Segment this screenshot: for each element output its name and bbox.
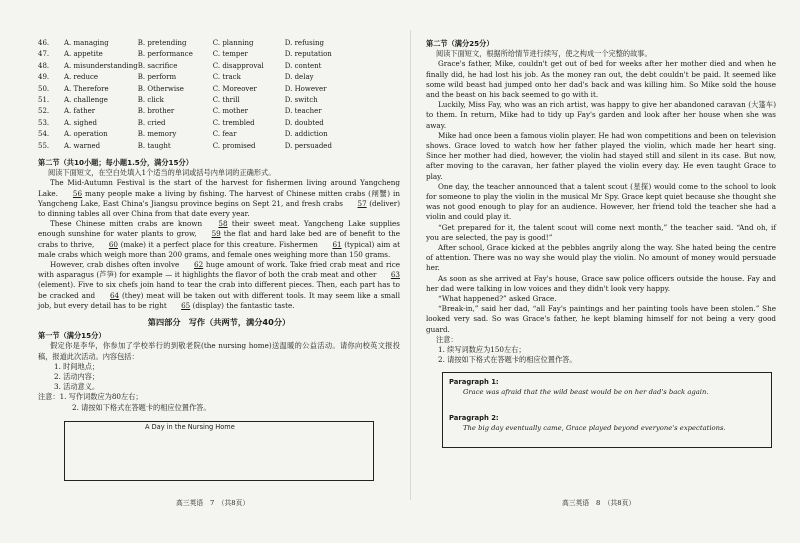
option-c: C. track xyxy=(212,73,241,82)
story-paragraph: Mike had once been a famous violin player. He had won competitions and been on television shows. Grace loved to watch how her father played the violin, which made her heart sing. Since her mother had died, however, the violin had stayed still and silent in its case. But now, after moving to the caravan, her father played the violin every day. He even taught Grace to play. xyxy=(426,130,776,181)
option-b: B. perform xyxy=(137,73,177,82)
text: (typical) aim at male crabs which weigh more than 200 grams, and female ones weighing more than 150 grams. xyxy=(38,239,400,259)
option-n: 55. xyxy=(38,141,50,150)
option-a: A. Therefore xyxy=(64,84,109,93)
story-paragraph: “Get prepared for it, the talent scout will come next month,” the teacher said. “And oh, if you are selected, the pay is good!” xyxy=(426,222,776,242)
option-d: D. However xyxy=(284,84,327,93)
option-d: D. doubted xyxy=(284,118,324,127)
text: (deliver) to dinning tables all over China from that date every year. xyxy=(38,198,400,218)
option-c: C. mother xyxy=(212,107,248,116)
writing-note-1: 注意：1. 写作词数应为80左右； xyxy=(38,392,143,402)
paragraph1-label: Paragraph 1: xyxy=(449,377,499,386)
option-a: A. appetite xyxy=(64,50,103,59)
text: huge amount of work. Take fried crab meat and rice with asparagus (芦笋) for example — it highlights the flavor of both the crab meat and other xyxy=(38,259,400,280)
option-c: C. planning xyxy=(212,39,254,47)
answer-box-title: A Day in the Nursing Home xyxy=(145,422,235,431)
text: (display) the fantastic taste. xyxy=(192,300,295,310)
writing-prompt: 假定你是李华，你参加了学校举行的到敬老院(the nursing home)送温暖的公益活动。请你向校英文报投稿，报道此次活动。内容包括： xyxy=(38,341,400,361)
note-2: 2. 请按如下格式在答题卡的相应位置作答。 xyxy=(438,355,577,365)
option-c: C. temper xyxy=(212,50,248,59)
option-row xyxy=(38,61,332,72)
left-page xyxy=(38,38,400,481)
text: (element). Five to six chefs join hand to tear the crab into different pieces. Then, each part has to be cracked and xyxy=(38,280,400,300)
text: (they) meat will be taken out with different tools. It may seem like a small job, but every detail has to be right xyxy=(38,290,400,310)
part4-title: 第四部分 写作（共两节，满分40分） xyxy=(147,316,291,327)
option-c: C. disapproval xyxy=(212,61,264,70)
option-b: B. taught xyxy=(137,141,171,150)
option-n: 52. xyxy=(38,107,50,116)
option-n: 49. xyxy=(38,73,50,82)
answer-box xyxy=(64,421,374,481)
option-row xyxy=(38,118,332,129)
option-c: C. Moreover xyxy=(212,84,257,93)
page-divider xyxy=(410,30,411,500)
option-row xyxy=(38,129,332,140)
text: (make) it a perfect place for this creature. Fishermen xyxy=(120,239,318,249)
option-a: A. warned xyxy=(64,141,101,150)
option-d: D. switch xyxy=(284,95,318,104)
passage-paragraph-3 xyxy=(38,260,400,311)
option-n: 46. xyxy=(38,39,50,47)
option-b: B. pretending xyxy=(137,39,187,47)
option-b: B. performance xyxy=(137,50,193,59)
story-paragraph: Grace's father, Mike, couldn't get out of bed for weeks after her mother died and when he finally did, he had lost his job. As the money ran out, the debt couldn't be paid. It seemed like some wild beast had jumped onto her dad's back and was killing him. So Mike sold the house and the beast on his back seemed to go with it. xyxy=(426,59,776,100)
option-c: C. trembled xyxy=(212,118,255,127)
option-b: B. cried xyxy=(137,118,166,127)
text: However, crab dishes often involve xyxy=(50,259,180,269)
continuation-box xyxy=(442,372,772,448)
writing-item-3: 3. 活动意义。 xyxy=(54,382,100,392)
blank-65: 65 xyxy=(181,300,191,310)
continuation-heading: 第二节（满分25分） xyxy=(426,39,494,48)
option-a: A. challenge xyxy=(64,95,108,104)
option-d: D. content xyxy=(284,61,322,70)
text: the flat and hard lake bed are of benefit to the crabs to thrive, xyxy=(38,229,400,249)
option-c: C. thrill xyxy=(212,95,240,104)
option-d: D. teacher xyxy=(284,107,322,116)
option-c: C. fear xyxy=(212,130,237,139)
section2-instruction: 阅读下面短文，在空白处填入1个适当的单词或括号内单词的正确形式。 xyxy=(48,168,276,178)
blank-61: 61 xyxy=(332,239,342,249)
story-paragraph: After school, Grace kicked at the pebbles angrily along the way. She hated being the centre of attention. There was no way she would play the violin. No amount of money would persuade her. xyxy=(426,243,776,273)
option-b: B. brother xyxy=(137,107,175,116)
right-page xyxy=(426,38,776,448)
note-1: 1. 续写词数应为150左右； xyxy=(438,345,526,355)
story-text xyxy=(426,59,776,334)
paragraph1-start: Grace was afraid that the wild beast would be on her dad's back again. xyxy=(463,387,709,396)
option-row xyxy=(38,38,332,49)
blank-57: 57 xyxy=(357,198,367,208)
option-n: 47. xyxy=(38,50,50,59)
option-a: A. misunderstanding xyxy=(64,61,138,70)
options-table xyxy=(38,38,332,152)
option-n: 50. xyxy=(38,84,50,93)
paragraph2-start: The big day eventually came, Grace played beyond everyone's expectations. xyxy=(463,423,726,432)
story-paragraph: “What happened?” asked Grace. xyxy=(438,294,557,304)
option-a: A. reduce xyxy=(64,73,99,82)
option-row xyxy=(38,72,332,83)
text: their sweet meat. Yangcheng Lake supplies enough sunshine for water plants to grow, xyxy=(38,219,400,239)
text: The Mid-Autumn Festival is the start of the harvest for fishermen living around Yangcheng Lake. xyxy=(38,178,400,198)
option-d: D. refusing xyxy=(284,39,324,47)
blank-59: 59 xyxy=(211,229,221,239)
option-a: A. operation xyxy=(64,130,108,139)
footer-left: 高三英语 7 （共8页） xyxy=(176,499,250,507)
option-row xyxy=(38,141,332,152)
writing-section1-heading: 第一节（满分15分） xyxy=(38,331,106,341)
option-d: D. reputation xyxy=(284,50,332,59)
passage-paragraph-1 xyxy=(38,178,400,219)
blank-62: 62 xyxy=(194,259,204,269)
option-b: B. Otherwise xyxy=(137,84,184,93)
option-row xyxy=(38,84,332,95)
continuation-instruction: 阅读下面短文，根据所给情节进行续写，使之构成一个完整的故事。 xyxy=(436,49,652,59)
writing-item-1: 1. 时间地点； xyxy=(54,361,100,371)
blank-58: 58 xyxy=(218,219,228,229)
blank-64: 64 xyxy=(109,290,120,300)
text: These Chinese mitten crabs are known xyxy=(50,219,203,229)
story-paragraph: As soon as she arrived at Fay's house, Grace saw police officers outside the house. Fay and her dad were talking in low voices and they didn't look very happy. xyxy=(426,273,776,293)
text: many people make a living by fishing. The harvest of Chinese mitten crabs (闸蟹) in Yangcheng Lake, East China's Jiangsu province begins on Sept 21, and fresh crabs xyxy=(38,188,400,208)
story-paragraph: One day, the teacher announced that a talent scout (星探) would come to the school to look for someone to play the violin in the musical Mr Spy. Grace kept quiet because she thought she was not good enough to play for an audience. However, her friend told the teacher she had a violin and could play it. xyxy=(426,181,776,222)
option-a: A. father xyxy=(64,107,96,116)
writing-note-2: 2. 请按如下格式在答题卡的相应位置作答。 xyxy=(72,402,211,412)
option-row xyxy=(38,95,332,106)
section2-heading: 第二节（共10小题；每小题1.5分，满分15分） xyxy=(38,157,193,167)
story-paragraph: “Break-in,” said her dad, “all Fay's paintings and her painting tools have been stolen.” She looked very sad. So was Grace's father, he kept blaming himself for not being a very good guard. xyxy=(426,304,776,334)
option-n: 51. xyxy=(38,95,50,104)
option-b: B. click xyxy=(137,95,164,104)
option-d: D. delay xyxy=(284,73,314,82)
blank-63: 63 xyxy=(390,270,400,280)
option-row xyxy=(38,49,332,60)
option-d: D. addiction xyxy=(284,130,328,139)
option-n: 54. xyxy=(38,130,50,139)
blank-56: 56 xyxy=(72,188,83,198)
note-title: 注意： xyxy=(436,334,458,344)
option-row xyxy=(38,106,332,117)
option-b: B. memory xyxy=(137,130,177,139)
blank-60: 60 xyxy=(108,239,118,249)
footer-right: 高三英语 8 （共8页） xyxy=(562,499,636,507)
option-n: 53. xyxy=(38,118,50,127)
story-paragraph: Luckily, Miss Fay, who was an rich artist, was happy to give her abandoned caravan (大篷车) to them. In return, Mike had to tidy up Fay's garden and look after her house when she was away. xyxy=(426,100,776,130)
option-a: A. managing xyxy=(64,39,109,47)
option-c: C. promised xyxy=(212,141,256,150)
option-a: A. sighed xyxy=(64,118,97,127)
option-n: 48. xyxy=(38,61,50,70)
writing-item-2: 2. 活动内容； xyxy=(54,371,100,381)
passage-paragraph-2 xyxy=(38,219,400,260)
option-b: B. sacrifice xyxy=(137,61,178,70)
paragraph2-label: Paragraph 2: xyxy=(449,413,499,422)
option-d: D. persuaded xyxy=(284,141,332,150)
